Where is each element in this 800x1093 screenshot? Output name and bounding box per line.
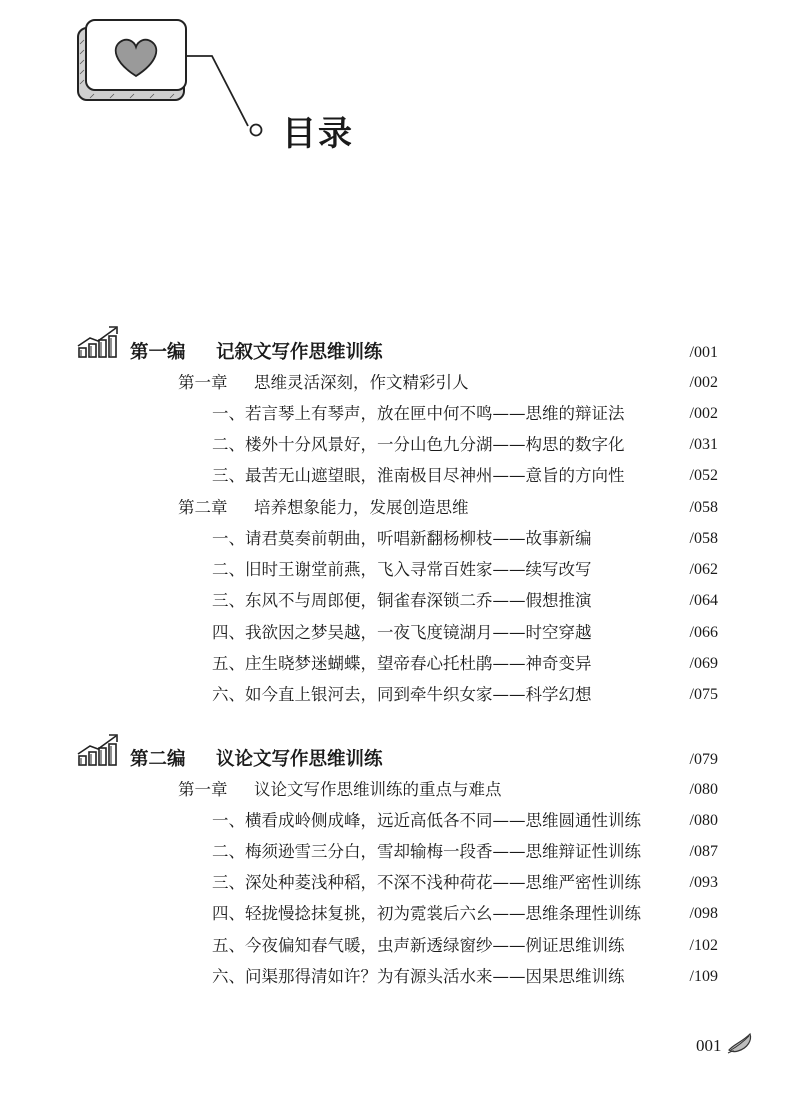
leaf-ornament-icon: [726, 1030, 756, 1056]
toc-section[interactable]: [212, 932, 718, 960]
page-ref: /079: [689, 751, 718, 768]
footer-page-number: 001: [696, 1036, 722, 1055]
part-number: 第二编: [130, 749, 186, 770]
part-number: 第一编: [130, 342, 186, 363]
page-ref: /069: [689, 655, 718, 672]
toc-section[interactable]: [212, 963, 718, 991]
page-ref: /102: [689, 937, 718, 954]
toc-section[interactable]: [212, 838, 718, 866]
toc-section[interactable]: [212, 556, 718, 584]
page-ref: /001: [689, 344, 718, 361]
page-ref: /080: [689, 812, 718, 829]
page-ref: /087: [689, 843, 718, 860]
chapter-number: 第一章: [178, 780, 228, 799]
page-ref: /066: [689, 624, 718, 641]
toc-section[interactable]: [212, 431, 718, 459]
toc-section[interactable]: [212, 650, 718, 678]
page-ref: /098: [689, 905, 718, 922]
toc-section[interactable]: [212, 400, 718, 428]
page-ref: /058: [689, 499, 718, 516]
section-title: 三、最苦无山遮望眼，淮南极目尽神州——意旨的方向性: [212, 466, 625, 485]
section-title: 一、请君莫奏前朝曲，听唱新翻杨柳枝——故事新编: [212, 529, 592, 548]
toc-section[interactable]: [212, 619, 718, 647]
chapter-title: 思维灵活深刻，作文精彩引人: [254, 373, 469, 392]
chapter-number: 第一章: [178, 373, 228, 392]
toc-section[interactable]: [212, 681, 718, 709]
section-title: 二、旧时王谢堂前燕，飞入寻常百姓家——续写改写: [212, 560, 592, 579]
page-ref: /031: [689, 436, 718, 453]
heart-card-icon: [70, 14, 270, 144]
section-title: 三、东风不与周郎便，铜雀春深锁二乔——假想推演: [212, 591, 592, 610]
chapter-title: 议论文写作思维训练的重点与难点: [254, 780, 502, 799]
section-title: 五、今夜偏知春气暖，虫声新透绿窗纱——例证思维训练: [212, 936, 625, 955]
section-title: 四、轻拢慢捻抹复挑，初为霓裳后六幺——思维条理性训练: [212, 904, 641, 923]
section-title: 五、庄生晓梦迷蝴蝶，望帝春心托杜鹃——神奇变异: [212, 654, 592, 673]
page-ref: /002: [689, 374, 718, 391]
part-title: 记叙文写作思维训练: [216, 342, 383, 363]
section-title: 六、问渠那得清如许？为有源头活水来——因果思维训练: [212, 967, 625, 986]
page-title: 目录: [282, 114, 354, 154]
section-title: 二、梅须逊雪三分白，雪却输梅一段香——思维辩证性训练: [212, 842, 641, 861]
toc-chapter-1-2[interactable]: [178, 494, 718, 522]
toc-part-2[interactable]: [130, 746, 718, 774]
growth-chart-icon: [76, 324, 128, 358]
page-ref: /058: [689, 530, 718, 547]
page-ref: /064: [689, 592, 718, 609]
page-ref: /093: [689, 874, 718, 891]
growth-chart-icon: [76, 732, 128, 766]
toc-section[interactable]: [212, 807, 718, 835]
page-ref: /002: [689, 405, 718, 422]
chapter-title: 培养想象能力，发展创造思维: [254, 498, 469, 517]
toc-chapter-2-1[interactable]: [178, 776, 718, 804]
toc-section[interactable]: [212, 462, 718, 490]
page-ref: /062: [689, 561, 718, 578]
section-title: 四、我欲因之梦吴越，一夜飞度镜湖月——时空穿越: [212, 623, 592, 642]
page-ref: /075: [689, 686, 718, 703]
section-title: 三、深处种菱浅种稻，不深不浅种荷花——思维严密性训练: [212, 873, 641, 892]
section-title: 一、若言琴上有琴声，放在匣中何不鸣——思维的辩证法: [212, 404, 625, 423]
toc-part-1[interactable]: [130, 339, 718, 367]
toc-chapter-1-1[interactable]: [178, 369, 718, 397]
section-title: 一、横看成岭侧成峰，远近高低各不同——思维圆通性训练: [212, 811, 641, 830]
toc-section[interactable]: [212, 869, 718, 897]
toc-section[interactable]: [212, 525, 718, 553]
page-ref: /080: [689, 781, 718, 798]
toc-section[interactable]: [212, 587, 718, 615]
page-ref: /052: [689, 467, 718, 484]
section-title: 六、如今直上银河去，同到牵牛织女家——科学幻想: [212, 685, 592, 704]
section-title: 二、楼外十分风景好，一分山色九分湖——构思的数字化: [212, 435, 625, 454]
toc-section[interactable]: [212, 900, 718, 928]
chapter-number: 第二章: [178, 498, 228, 517]
part-title: 议论文写作思维训练: [216, 749, 383, 770]
page-ref: /109: [689, 968, 718, 985]
